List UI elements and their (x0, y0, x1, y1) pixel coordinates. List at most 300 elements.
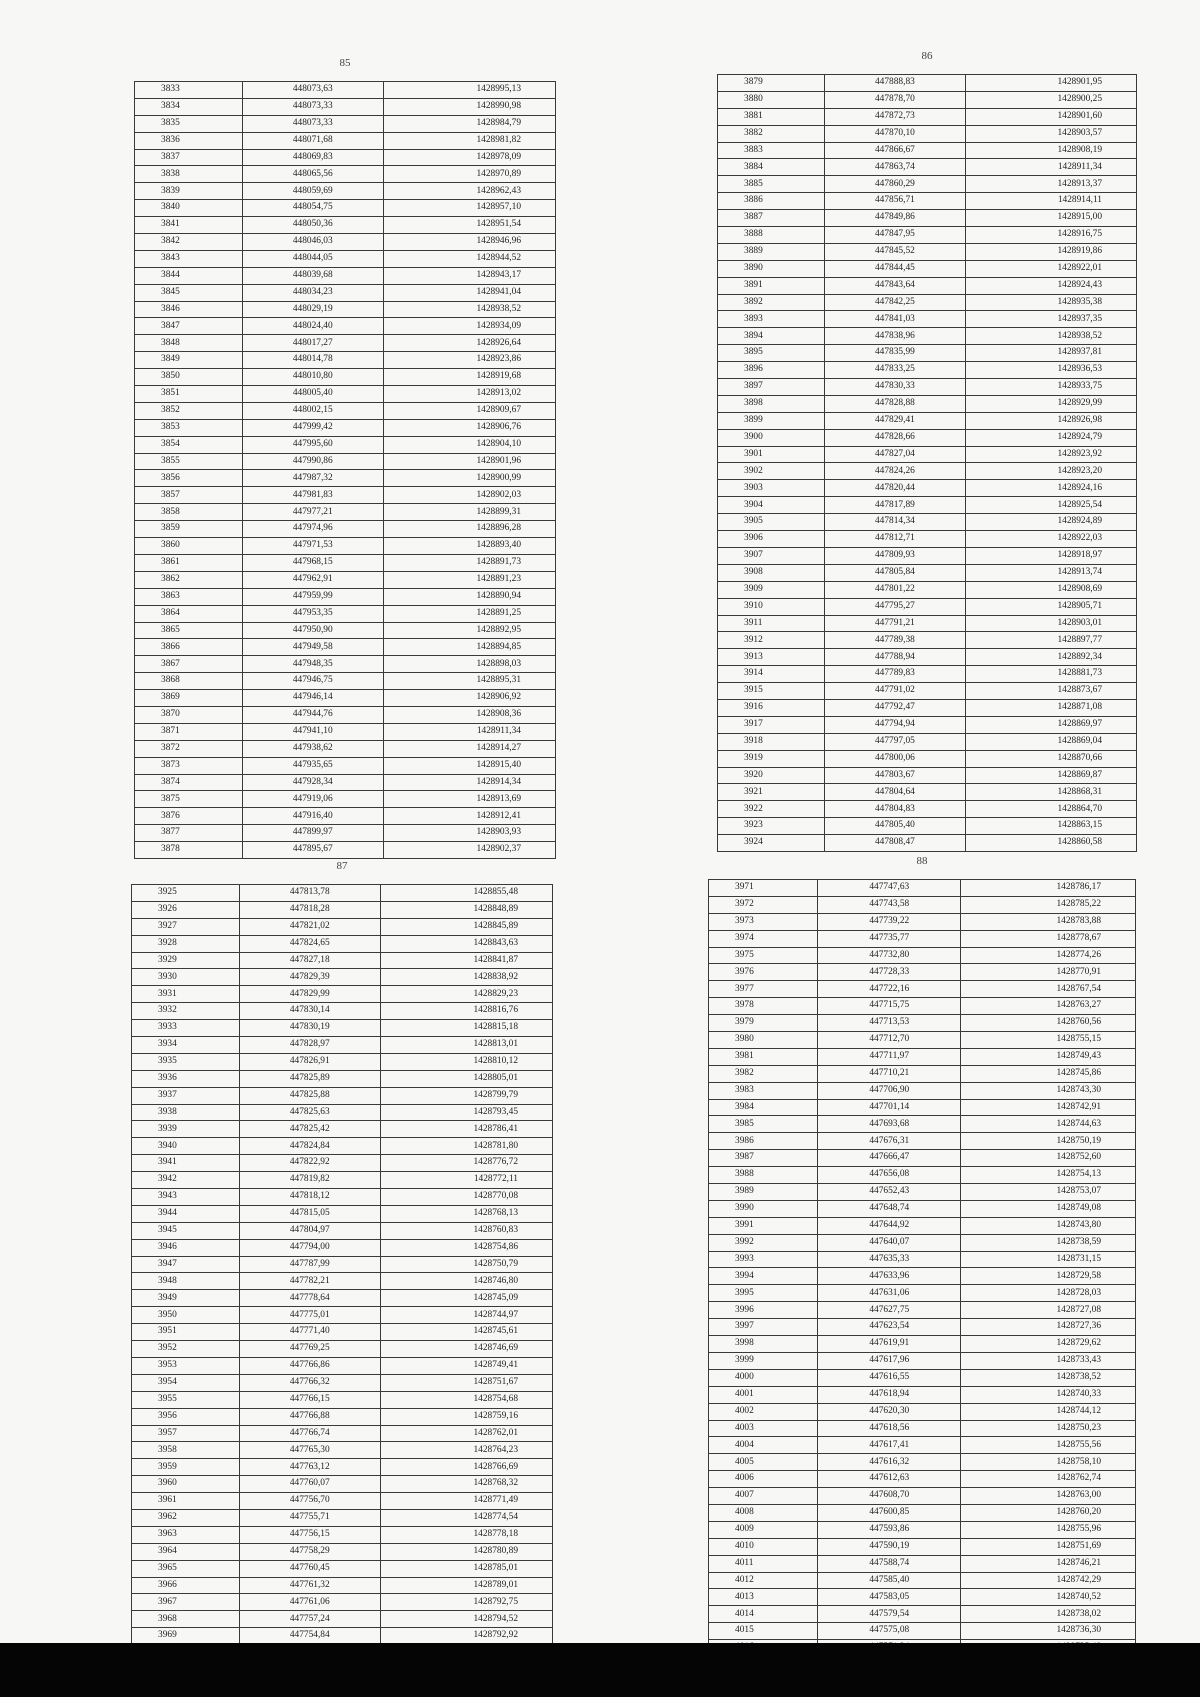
point-number-cell: 3916 (718, 699, 825, 716)
point-number-cell: 3866 (135, 639, 243, 656)
table-row (135, 132, 556, 149)
point-number-cell: 3853 (135, 419, 243, 436)
y-coordinate-cell: 1428794,52 (380, 1611, 552, 1628)
y-coordinate-cell: 1428890,94 (383, 588, 555, 605)
y-coordinate-cell: 1428901,95 (965, 75, 1136, 92)
y-coordinate-cell: 1428789,01 (380, 1577, 552, 1594)
x-coordinate-cell: 447766,74 (239, 1425, 380, 1442)
x-coordinate-cell: 447827,18 (239, 952, 380, 969)
point-number-cell: 3839 (135, 183, 243, 200)
y-coordinate-cell: 1428903,57 (965, 125, 1136, 142)
point-number-cell: 3988 (709, 1167, 818, 1184)
x-coordinate-cell: 447771,40 (239, 1324, 380, 1341)
y-coordinate-cell: 1428981,82 (383, 132, 555, 149)
table-row (709, 998, 1136, 1015)
table-row (135, 740, 556, 757)
table-row (718, 395, 1137, 412)
point-number-cell: 3859 (135, 521, 243, 538)
y-coordinate-cell: 1428914,11 (965, 193, 1136, 210)
x-coordinate-cell: 448034,23 (242, 284, 383, 301)
y-coordinate-cell: 1428760,83 (380, 1222, 552, 1239)
x-coordinate-cell: 447652,43 (818, 1184, 961, 1201)
table-row (132, 1138, 553, 1155)
point-number-cell: 3910 (718, 598, 825, 615)
point-number-cell: 3931 (132, 986, 240, 1003)
point-number-cell: 3974 (709, 930, 818, 947)
x-coordinate-cell: 447761,32 (239, 1577, 380, 1594)
table-row (135, 149, 556, 166)
point-number-cell: 3949 (132, 1290, 240, 1307)
table-row (709, 1167, 1136, 1184)
x-coordinate-cell: 447756,15 (239, 1526, 380, 1543)
table-row (135, 453, 556, 470)
point-number-cell: 3875 (135, 791, 243, 808)
table-row (135, 757, 556, 774)
table-row (135, 504, 556, 521)
y-coordinate-cell: 1428936,53 (965, 362, 1136, 379)
table-row (132, 1459, 553, 1476)
y-coordinate-cell: 1428924,79 (965, 429, 1136, 446)
table-row (135, 571, 556, 588)
table-row (132, 1374, 553, 1391)
table-row (135, 521, 556, 538)
y-coordinate-cell: 1428904,10 (383, 436, 555, 453)
y-coordinate-cell: 1428984,79 (383, 115, 555, 132)
y-coordinate-cell: 1428914,34 (383, 774, 555, 791)
table-row (132, 1543, 553, 1560)
x-coordinate-cell: 447693,68 (818, 1116, 961, 1133)
point-number-cell: 3879 (718, 75, 825, 92)
point-number-cell: 3903 (718, 480, 825, 497)
x-coordinate-cell: 447794,00 (239, 1239, 380, 1256)
table-row (718, 784, 1137, 801)
table-row (718, 108, 1137, 125)
point-number-cell: 3954 (132, 1374, 240, 1391)
y-coordinate-cell: 1428783,88 (961, 913, 1136, 930)
y-coordinate-cell: 1428780,89 (380, 1543, 552, 1560)
x-coordinate-cell: 448046,03 (242, 234, 383, 251)
table-row (718, 277, 1137, 294)
y-coordinate-cell: 1428916,75 (965, 227, 1136, 244)
table-row (709, 1032, 1136, 1049)
table-row (132, 1087, 553, 1104)
y-coordinate-cell: 1428736,30 (961, 1623, 1136, 1640)
table-row (718, 632, 1137, 649)
x-coordinate-cell: 447838,96 (825, 328, 965, 345)
point-number-cell: 3985 (709, 1116, 818, 1133)
y-coordinate-cell: 1428740,33 (961, 1386, 1136, 1403)
table-row (132, 1611, 553, 1628)
point-number-cell: 3969 (132, 1628, 240, 1645)
y-coordinate-cell: 1428750,23 (961, 1420, 1136, 1437)
point-number-cell: 3908 (718, 564, 825, 581)
x-coordinate-cell: 447808,47 (825, 835, 965, 852)
table-row (718, 379, 1137, 396)
point-number-cell: 3929 (132, 952, 240, 969)
x-coordinate-cell: 447728,33 (818, 964, 961, 981)
page-number: 87 (336, 860, 348, 872)
y-coordinate-cell: 1428919,68 (383, 369, 555, 386)
x-coordinate-cell: 447860,29 (825, 176, 965, 193)
x-coordinate-cell: 447866,67 (825, 142, 965, 159)
x-coordinate-cell: 448002,15 (242, 402, 383, 419)
table-row (709, 1133, 1136, 1150)
x-coordinate-cell: 447821,02 (239, 918, 380, 935)
y-coordinate-cell: 1428768,32 (380, 1476, 552, 1493)
y-coordinate-cell: 1428754,13 (961, 1167, 1136, 1184)
table-row (132, 1239, 553, 1256)
point-number-cell: 3930 (132, 969, 240, 986)
y-coordinate-cell: 1428892,34 (965, 649, 1136, 666)
y-coordinate-cell: 1428926,64 (383, 335, 555, 352)
table-row (709, 1386, 1136, 1403)
y-coordinate-cell: 1428899,31 (383, 504, 555, 521)
x-coordinate-cell: 448039,68 (242, 267, 383, 284)
y-coordinate-cell: 1428743,80 (961, 1217, 1136, 1234)
x-coordinate-cell: 447712,70 (818, 1032, 961, 1049)
table-row (135, 706, 556, 723)
table-row (718, 514, 1137, 531)
x-coordinate-cell: 447878,70 (825, 91, 965, 108)
x-coordinate-cell: 447797,05 (825, 733, 965, 750)
y-coordinate-cell: 1428749,43 (961, 1048, 1136, 1065)
point-number-cell: 3856 (135, 470, 243, 487)
table-row (132, 1526, 553, 1543)
point-number-cell: 3885 (718, 176, 825, 193)
point-number-cell: 3934 (132, 1037, 240, 1054)
x-coordinate-cell: 447824,84 (239, 1138, 380, 1155)
table-row (718, 429, 1137, 446)
table-row (709, 880, 1136, 897)
point-number-cell: 3982 (709, 1065, 818, 1082)
y-coordinate-cell: 1428873,67 (965, 683, 1136, 700)
x-coordinate-cell: 447710,21 (818, 1065, 961, 1082)
table-row (135, 200, 556, 217)
y-coordinate-cell: 1428895,31 (383, 673, 555, 690)
x-coordinate-cell: 448054,75 (242, 200, 383, 217)
table-row (132, 1189, 553, 1206)
table-row (709, 1251, 1136, 1268)
y-coordinate-cell: 1428781,80 (380, 1138, 552, 1155)
x-coordinate-cell: 447830,19 (239, 1020, 380, 1037)
y-coordinate-cell: 1428897,77 (965, 632, 1136, 649)
x-coordinate-cell: 447701,14 (818, 1099, 961, 1116)
x-coordinate-cell: 448073,63 (242, 82, 383, 99)
point-number-cell: 4002 (709, 1403, 818, 1420)
point-number-cell: 3872 (135, 740, 243, 757)
table-row (709, 1589, 1136, 1606)
point-number-cell: 3898 (718, 395, 825, 412)
y-coordinate-cell: 1428913,37 (965, 176, 1136, 193)
x-coordinate-cell: 447829,39 (239, 969, 380, 986)
x-coordinate-cell: 447804,83 (825, 801, 965, 818)
table-row (709, 1572, 1136, 1589)
point-number-cell: 3901 (718, 446, 825, 463)
point-number-cell: 3860 (135, 538, 243, 555)
x-coordinate-cell: 447739,22 (818, 913, 961, 930)
point-number-cell: 4004 (709, 1437, 818, 1454)
point-number-cell: 3994 (709, 1268, 818, 1285)
x-coordinate-cell: 447732,80 (818, 947, 961, 964)
x-coordinate-cell: 447824,26 (825, 463, 965, 480)
point-number-cell: 3971 (709, 880, 818, 897)
point-number-cell: 3941 (132, 1155, 240, 1172)
point-number-cell: 3932 (132, 1003, 240, 1020)
x-coordinate-cell: 447804,64 (825, 784, 965, 801)
point-number-cell: 3918 (718, 733, 825, 750)
x-coordinate-cell: 447845,52 (825, 243, 965, 260)
table-row (718, 294, 1137, 311)
x-coordinate-cell: 447849,86 (825, 210, 965, 227)
table-row (718, 412, 1137, 429)
table-row (709, 1471, 1136, 1488)
y-coordinate-cell: 1428743,30 (961, 1082, 1136, 1099)
x-coordinate-cell: 448059,69 (242, 183, 383, 200)
point-number-cell: 3992 (709, 1234, 818, 1251)
coordinates-table (131, 884, 553, 1662)
point-number-cell: 4008 (709, 1504, 818, 1521)
y-coordinate-cell: 1428868,31 (965, 784, 1136, 801)
x-coordinate-cell: 447828,88 (825, 395, 965, 412)
y-coordinate-cell: 1428891,73 (383, 554, 555, 571)
point-number-cell: 3993 (709, 1251, 818, 1268)
point-number-cell: 3888 (718, 227, 825, 244)
table-row (135, 842, 556, 859)
x-coordinate-cell: 447600,85 (818, 1504, 961, 1521)
x-coordinate-cell: 447830,14 (239, 1003, 380, 1020)
table-row (135, 538, 556, 555)
point-number-cell: 4003 (709, 1420, 818, 1437)
y-coordinate-cell: 1428923,86 (383, 352, 555, 369)
y-coordinate-cell: 1428900,99 (383, 470, 555, 487)
table-row (132, 986, 553, 1003)
y-coordinate-cell: 1428869,97 (965, 716, 1136, 733)
y-coordinate-cell: 1428855,48 (380, 885, 552, 902)
table-row (718, 531, 1137, 548)
x-coordinate-cell: 447747,63 (818, 880, 961, 897)
point-number-cell: 4006 (709, 1471, 818, 1488)
table-row (132, 901, 553, 918)
point-number-cell: 3906 (718, 531, 825, 548)
table-row (718, 733, 1137, 750)
point-number-cell: 3868 (135, 673, 243, 690)
table-row (132, 935, 553, 952)
table-row (135, 166, 556, 183)
table-row (718, 649, 1137, 666)
point-number-cell: 3896 (718, 362, 825, 379)
x-coordinate-cell: 447644,92 (818, 1217, 961, 1234)
point-number-cell: 4015 (709, 1623, 818, 1640)
x-coordinate-cell: 447804,97 (239, 1222, 380, 1239)
x-coordinate-cell: 447968,15 (242, 554, 383, 571)
point-number-cell: 3937 (132, 1087, 240, 1104)
y-coordinate-cell: 1428860,58 (965, 835, 1136, 852)
point-number-cell: 3873 (135, 757, 243, 774)
x-coordinate-cell: 447766,88 (239, 1408, 380, 1425)
x-coordinate-cell: 447817,89 (825, 497, 965, 514)
table-row (718, 75, 1137, 92)
point-number-cell: 3981 (709, 1048, 818, 1065)
x-coordinate-cell: 447847,95 (825, 227, 965, 244)
table-row (709, 1437, 1136, 1454)
page-number: 88 (916, 855, 928, 867)
y-coordinate-cell: 1428759,16 (380, 1408, 552, 1425)
y-coordinate-cell: 1428902,03 (383, 487, 555, 504)
point-number-cell: 3900 (718, 429, 825, 446)
x-coordinate-cell: 447995,60 (242, 436, 383, 453)
table-row (718, 564, 1137, 581)
x-coordinate-cell: 447789,83 (825, 666, 965, 683)
point-number-cell: 3923 (718, 818, 825, 835)
table-row (709, 1116, 1136, 1133)
point-number-cell: 3847 (135, 318, 243, 335)
y-coordinate-cell: 1428915,00 (965, 210, 1136, 227)
y-coordinate-cell: 1428754,86 (380, 1239, 552, 1256)
y-coordinate-cell: 1428896,28 (383, 521, 555, 538)
x-coordinate-cell: 447585,40 (818, 1572, 961, 1589)
y-coordinate-cell: 1428995,13 (383, 82, 555, 99)
table-row (135, 808, 556, 825)
table-row (709, 1217, 1136, 1234)
y-coordinate-cell: 1428894,85 (383, 639, 555, 656)
table-row (718, 818, 1137, 835)
table-row (718, 615, 1137, 632)
point-number-cell: 3990 (709, 1200, 818, 1217)
table-row (709, 981, 1136, 998)
y-coordinate-cell: 1428792,75 (380, 1594, 552, 1611)
point-number-cell: 3890 (718, 260, 825, 277)
x-coordinate-cell: 448069,83 (242, 149, 383, 166)
y-coordinate-cell: 1428871,08 (965, 699, 1136, 716)
x-coordinate-cell: 447828,97 (239, 1037, 380, 1054)
x-coordinate-cell: 447870,10 (825, 125, 965, 142)
table-row (132, 1408, 553, 1425)
y-coordinate-cell: 1428744,97 (380, 1307, 552, 1324)
y-coordinate-cell: 1428843,63 (380, 935, 552, 952)
y-coordinate-cell: 1428870,66 (965, 750, 1136, 767)
table-row (709, 1555, 1136, 1572)
x-coordinate-cell: 447754,84 (239, 1628, 380, 1645)
x-coordinate-cell: 447916,40 (242, 808, 383, 825)
y-coordinate-cell: 1428908,69 (965, 581, 1136, 598)
y-coordinate-cell: 1428944,52 (383, 250, 555, 267)
x-coordinate-cell: 448073,33 (242, 115, 383, 132)
table-row (718, 463, 1137, 480)
table-row (135, 318, 556, 335)
y-coordinate-cell: 1428774,26 (961, 947, 1136, 964)
x-coordinate-cell: 447757,24 (239, 1611, 380, 1628)
point-number-cell: 3889 (718, 243, 825, 260)
y-coordinate-cell: 1428915,40 (383, 757, 555, 774)
y-coordinate-cell: 1428744,12 (961, 1403, 1136, 1420)
x-coordinate-cell: 447635,33 (818, 1251, 961, 1268)
table-row (135, 284, 556, 301)
table-row (718, 767, 1137, 784)
x-coordinate-cell: 447812,71 (825, 531, 965, 548)
table-row (132, 1003, 553, 1020)
table-row (132, 1020, 553, 1037)
y-coordinate-cell: 1428744,63 (961, 1116, 1136, 1133)
point-number-cell: 3904 (718, 497, 825, 514)
coordinates-table (717, 74, 1137, 852)
x-coordinate-cell: 447618,94 (818, 1386, 961, 1403)
point-number-cell: 4013 (709, 1589, 818, 1606)
y-coordinate-cell: 1428813,01 (380, 1037, 552, 1054)
y-coordinate-cell: 1428786,17 (961, 880, 1136, 897)
x-coordinate-cell: 447941,10 (242, 723, 383, 740)
table-row (132, 1037, 553, 1054)
table-row (135, 825, 556, 842)
x-coordinate-cell: 447818,12 (239, 1189, 380, 1206)
table-row (132, 1324, 553, 1341)
x-coordinate-cell: 447766,86 (239, 1357, 380, 1374)
x-coordinate-cell: 447841,03 (825, 311, 965, 328)
table-row (718, 227, 1137, 244)
y-coordinate-cell: 1428766,69 (380, 1459, 552, 1476)
table-row (132, 1594, 553, 1611)
y-coordinate-cell: 1428778,18 (380, 1526, 552, 1543)
y-coordinate-cell: 1428891,25 (383, 605, 555, 622)
y-coordinate-cell: 1428933,75 (965, 379, 1136, 396)
y-coordinate-cell: 1428742,91 (961, 1099, 1136, 1116)
y-coordinate-cell: 1428924,89 (965, 514, 1136, 531)
point-number-cell: 3913 (718, 649, 825, 666)
y-coordinate-cell: 1428913,02 (383, 386, 555, 403)
table-row (709, 1015, 1136, 1032)
x-coordinate-cell: 447829,41 (825, 412, 965, 429)
x-coordinate-cell: 447761,06 (239, 1594, 380, 1611)
x-coordinate-cell: 447575,08 (818, 1623, 961, 1640)
y-coordinate-cell: 1428881,73 (965, 666, 1136, 683)
point-number-cell: 3892 (718, 294, 825, 311)
point-number-cell: 3858 (135, 504, 243, 521)
x-coordinate-cell: 447944,76 (242, 706, 383, 723)
y-coordinate-cell: 1428941,04 (383, 284, 555, 301)
table-row (709, 1403, 1136, 1420)
point-number-cell: 3946 (132, 1239, 240, 1256)
x-coordinate-cell: 447819,82 (239, 1172, 380, 1189)
table-row (132, 1172, 553, 1189)
point-number-cell: 4007 (709, 1488, 818, 1505)
table-row (132, 969, 553, 986)
x-coordinate-cell: 448017,27 (242, 335, 383, 352)
y-coordinate-cell: 1428763,00 (961, 1488, 1136, 1505)
y-coordinate-cell: 1428900,25 (965, 91, 1136, 108)
point-number-cell: 3944 (132, 1205, 240, 1222)
point-number-cell: 3953 (132, 1357, 240, 1374)
point-number-cell: 3842 (135, 234, 243, 251)
y-coordinate-cell: 1428729,58 (961, 1268, 1136, 1285)
x-coordinate-cell: 447830,33 (825, 379, 965, 396)
point-number-cell: 3959 (132, 1459, 240, 1476)
table-row (709, 1319, 1136, 1336)
point-number-cell: 3869 (135, 690, 243, 707)
x-coordinate-cell: 447593,86 (818, 1521, 961, 1538)
y-coordinate-cell: 1428841,87 (380, 952, 552, 969)
y-coordinate-cell: 1428892,95 (383, 622, 555, 639)
y-coordinate-cell: 1428864,70 (965, 801, 1136, 818)
coordinates-table (708, 879, 1136, 1657)
x-coordinate-cell: 447791,21 (825, 615, 965, 632)
point-number-cell: 3928 (132, 935, 240, 952)
y-coordinate-cell: 1428829,23 (380, 986, 552, 1003)
y-coordinate-cell: 1428923,92 (965, 446, 1136, 463)
x-coordinate-cell: 447758,29 (239, 1543, 380, 1560)
point-number-cell: 3961 (132, 1493, 240, 1510)
table-row (135, 554, 556, 571)
point-number-cell: 3844 (135, 267, 243, 284)
table-row (718, 91, 1137, 108)
